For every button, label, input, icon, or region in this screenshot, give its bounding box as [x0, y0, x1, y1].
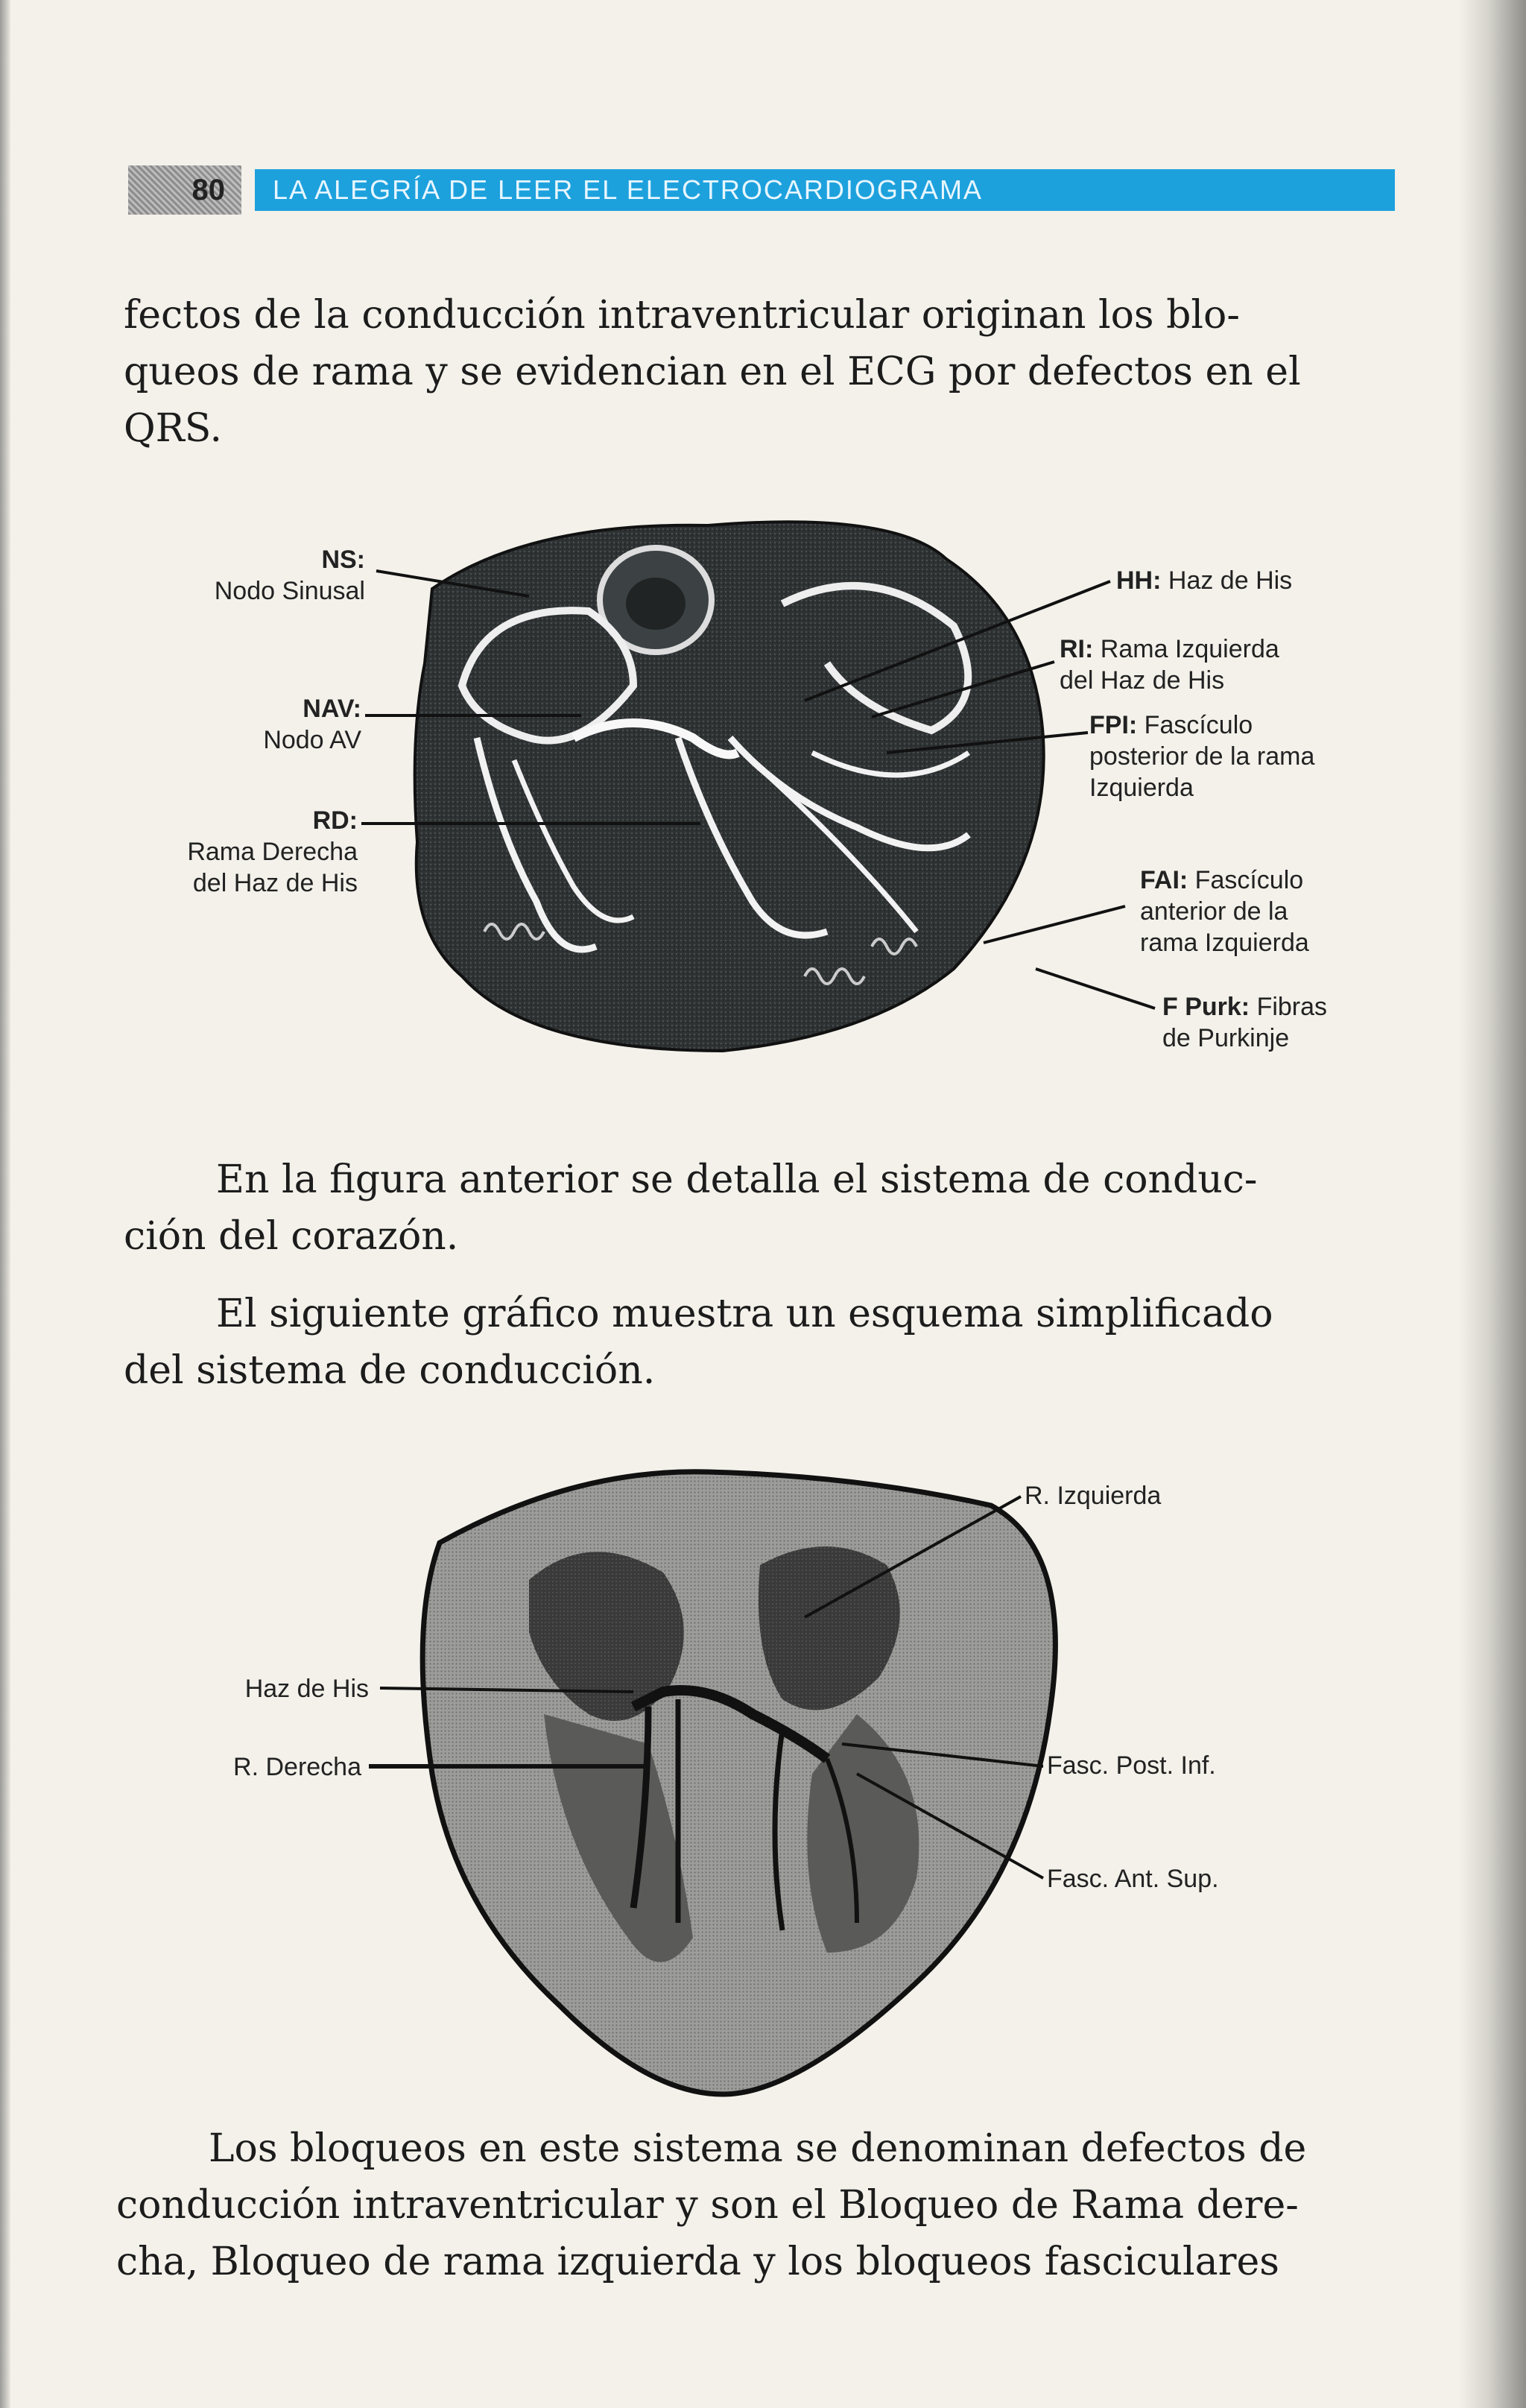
text-line: El siguiente gráfico muestra un esquema simplificado — [216, 1292, 1273, 1336]
text-line: QRS. — [124, 406, 223, 451]
label-fpi-text1: Fascículo — [1144, 711, 1253, 739]
label-fai-text2: anterior de la — [1140, 897, 1288, 926]
label-ri-text1: Rama Izquierda — [1100, 635, 1279, 663]
conduction-scheme-illustration — [112, 1461, 1423, 2117]
label-fpurk-text1: Fibras — [1256, 993, 1328, 1021]
text-line: ción del corazón. — [124, 1214, 459, 1259]
conduction-scheme-figure — [112, 1461, 1423, 2117]
page-edge-left — [0, 0, 10, 2408]
label-fpurk-abbr: F Purk: — [1162, 993, 1250, 1021]
label-ns-text: Nodo Sinusal — [214, 577, 365, 605]
label-fai-text3: rama Izquierda — [1140, 929, 1309, 957]
label-hh — [1116, 565, 1414, 596]
text-line: del sistema de conducción. — [124, 1348, 656, 1393]
page-edge-right — [1459, 0, 1526, 2408]
label-ri — [1060, 633, 1373, 696]
label-r-derecha: R. Derecha — [233, 1753, 361, 1781]
label-fpi-abbr: FPI: — [1089, 711, 1138, 739]
label-rd-text1: Rama Derecha — [187, 838, 358, 866]
running-header-title: LA ALEGRÍA DE LEER EL ELECTROCARDIOGRAMA — [255, 169, 1395, 211]
label-rd-abbr: RD: — [312, 806, 358, 835]
label-nav-text: Nodo AV — [263, 726, 361, 754]
label-ri-text2: del Haz de His — [1060, 666, 1225, 695]
label-r-izquierda: R. Izquierda — [1025, 1482, 1162, 1510]
label-ns-abbr: NS: — [321, 546, 365, 574]
text-line: fectos de la conducción intraventricular originan los blo- — [124, 293, 1240, 338]
label-hh-abbr: HH: — [1116, 566, 1162, 595]
label-fai — [1140, 865, 1408, 958]
label-fpi-text2: posterior de la rama — [1089, 742, 1315, 771]
label-nav — [156, 693, 361, 756]
label-fasc-ant-sup: Fasc. Ant. Sup. — [1047, 1865, 1219, 1893]
text-line: queos de rama y se evidencian en el ECG por defectos en el — [124, 350, 1301, 394]
label-haz-de-his: Haz de His — [244, 1675, 369, 1703]
text-line: Los bloqueos en este sistema se denominan defectos de — [209, 2126, 1307, 2171]
label-fai-text1: Fascículo — [1194, 866, 1304, 894]
paragraph-4 — [116, 2120, 1413, 2290]
paragraph-2 — [124, 1151, 1405, 1265]
label-fpi — [1089, 710, 1402, 803]
text-line: En la figura anterior se detalla el sistema de conduc- — [216, 1157, 1258, 1202]
label-rd-text2: del Haz de His — [192, 869, 358, 897]
page-number: 80 — [128, 165, 241, 215]
label-fpi-text3: Izquierda — [1089, 774, 1194, 802]
label-fai-abbr: FAI: — [1140, 866, 1188, 894]
label-fpurk — [1162, 991, 1416, 1054]
label-ri-abbr: RI: — [1060, 635, 1094, 663]
label-fasc-post-inf: Fasc. Post. Inf. — [1047, 1751, 1216, 1780]
text-line: conducción intraventricular y son el Bloqueo de Rama dere- — [116, 2183, 1299, 2228]
paragraph-3 — [124, 1286, 1405, 1399]
label-nav-abbr: NAV: — [303, 695, 361, 723]
text-line: cha, Bloqueo de rama izquierda y los bloqueos fasciculares — [116, 2240, 1279, 2284]
label-ns — [156, 544, 365, 607]
heart-conduction-figure — [112, 514, 1423, 1081]
label-rd — [127, 805, 358, 899]
label-hh-text: Haz de His — [1168, 566, 1293, 595]
running-header — [128, 165, 1395, 215]
paragraph-1 — [124, 287, 1405, 457]
label-fpurk-text2: de Purkinje — [1162, 1024, 1290, 1052]
